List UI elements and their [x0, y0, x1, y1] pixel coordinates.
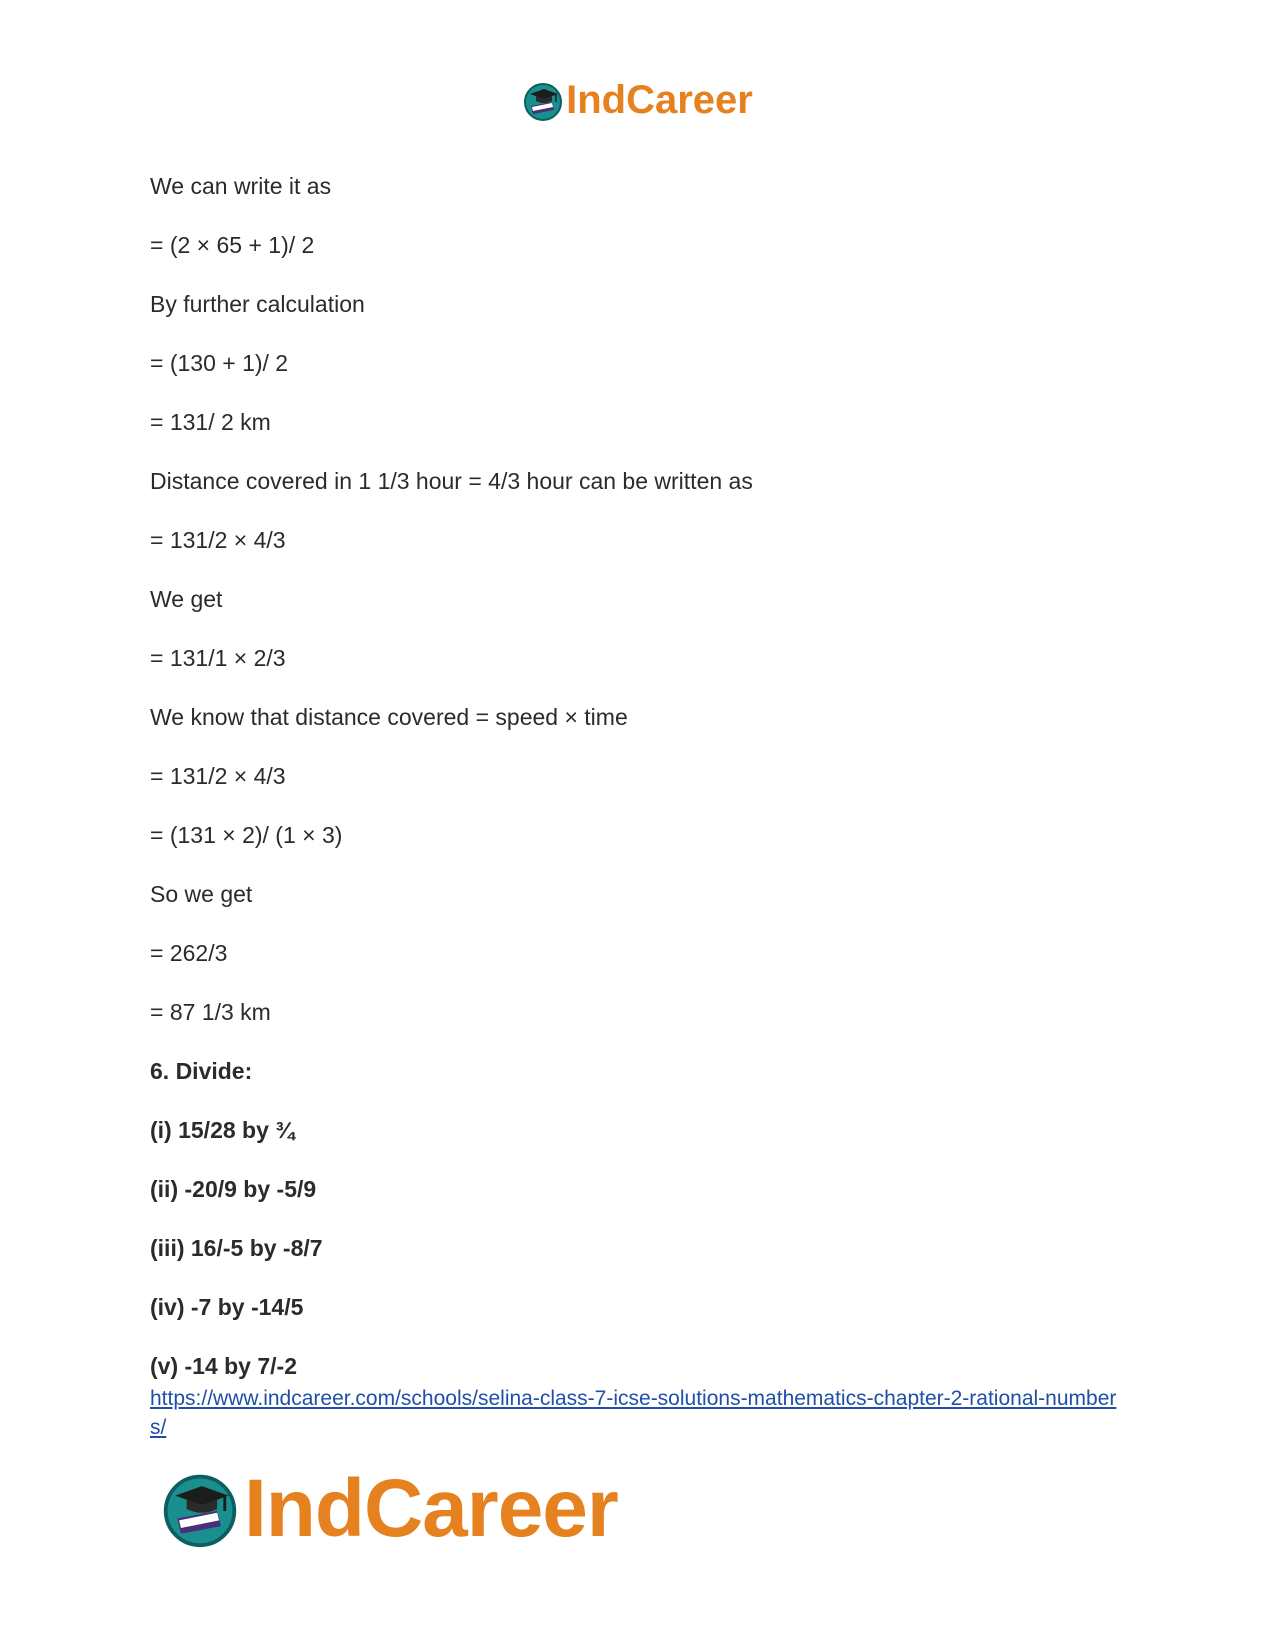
question-part: (v) -14 by 7/-2	[150, 1353, 297, 1379]
graduation-cap-book-icon	[522, 80, 564, 122]
header-logo	[0, 78, 1275, 123]
text-line: So we get	[150, 881, 253, 907]
text-line: = 131/2 × 4/3	[150, 763, 286, 789]
question-part: (iv) -7 by -14/5	[150, 1294, 304, 1320]
document-body	[150, 172, 1130, 1442]
question-part: (i) 15/28 by ¾	[150, 1117, 295, 1143]
text-line: We can write it as	[150, 173, 332, 199]
question-heading: 6. Divide:	[150, 1058, 253, 1084]
text-line: We know that distance covered = speed × time	[150, 704, 628, 730]
text-line: = (130 + 1)/ 2	[150, 350, 289, 376]
footer-logo	[160, 1462, 618, 1556]
text-line: = 131/ 2 km	[150, 409, 271, 435]
text-line: = (131 × 2)/ (1 × 3)	[150, 822, 343, 848]
question-part: (ii) -20/9 by -5/9	[150, 1176, 317, 1202]
text-line: = 131/2 × 4/3	[150, 527, 286, 553]
graduation-cap-book-icon	[160, 1469, 240, 1549]
text-line: = 262/3	[150, 940, 228, 966]
text-line: Distance covered in 1 1/3 hour = 4/3 hour can be written as	[150, 468, 753, 494]
question-part: (iii) 16/-5 by -8/7	[150, 1235, 323, 1261]
text-line: = 131/1 × 2/3	[150, 645, 286, 671]
text-line: = 87 1/3 km	[150, 999, 271, 1025]
text-line: By further calculation	[150, 291, 365, 317]
logo-text: IndCareer	[566, 78, 753, 122]
source-link[interactable]: https://www.indcareer.com/schools/selina-class-7-icse-solutions-mathematics-chapter-2-rational-numbers/	[150, 1387, 1117, 1439]
text-line: = (2 × 65 + 1)/ 2	[150, 232, 315, 258]
text-line: We get	[150, 586, 223, 612]
logo-text: IndCareer	[244, 1463, 618, 1554]
